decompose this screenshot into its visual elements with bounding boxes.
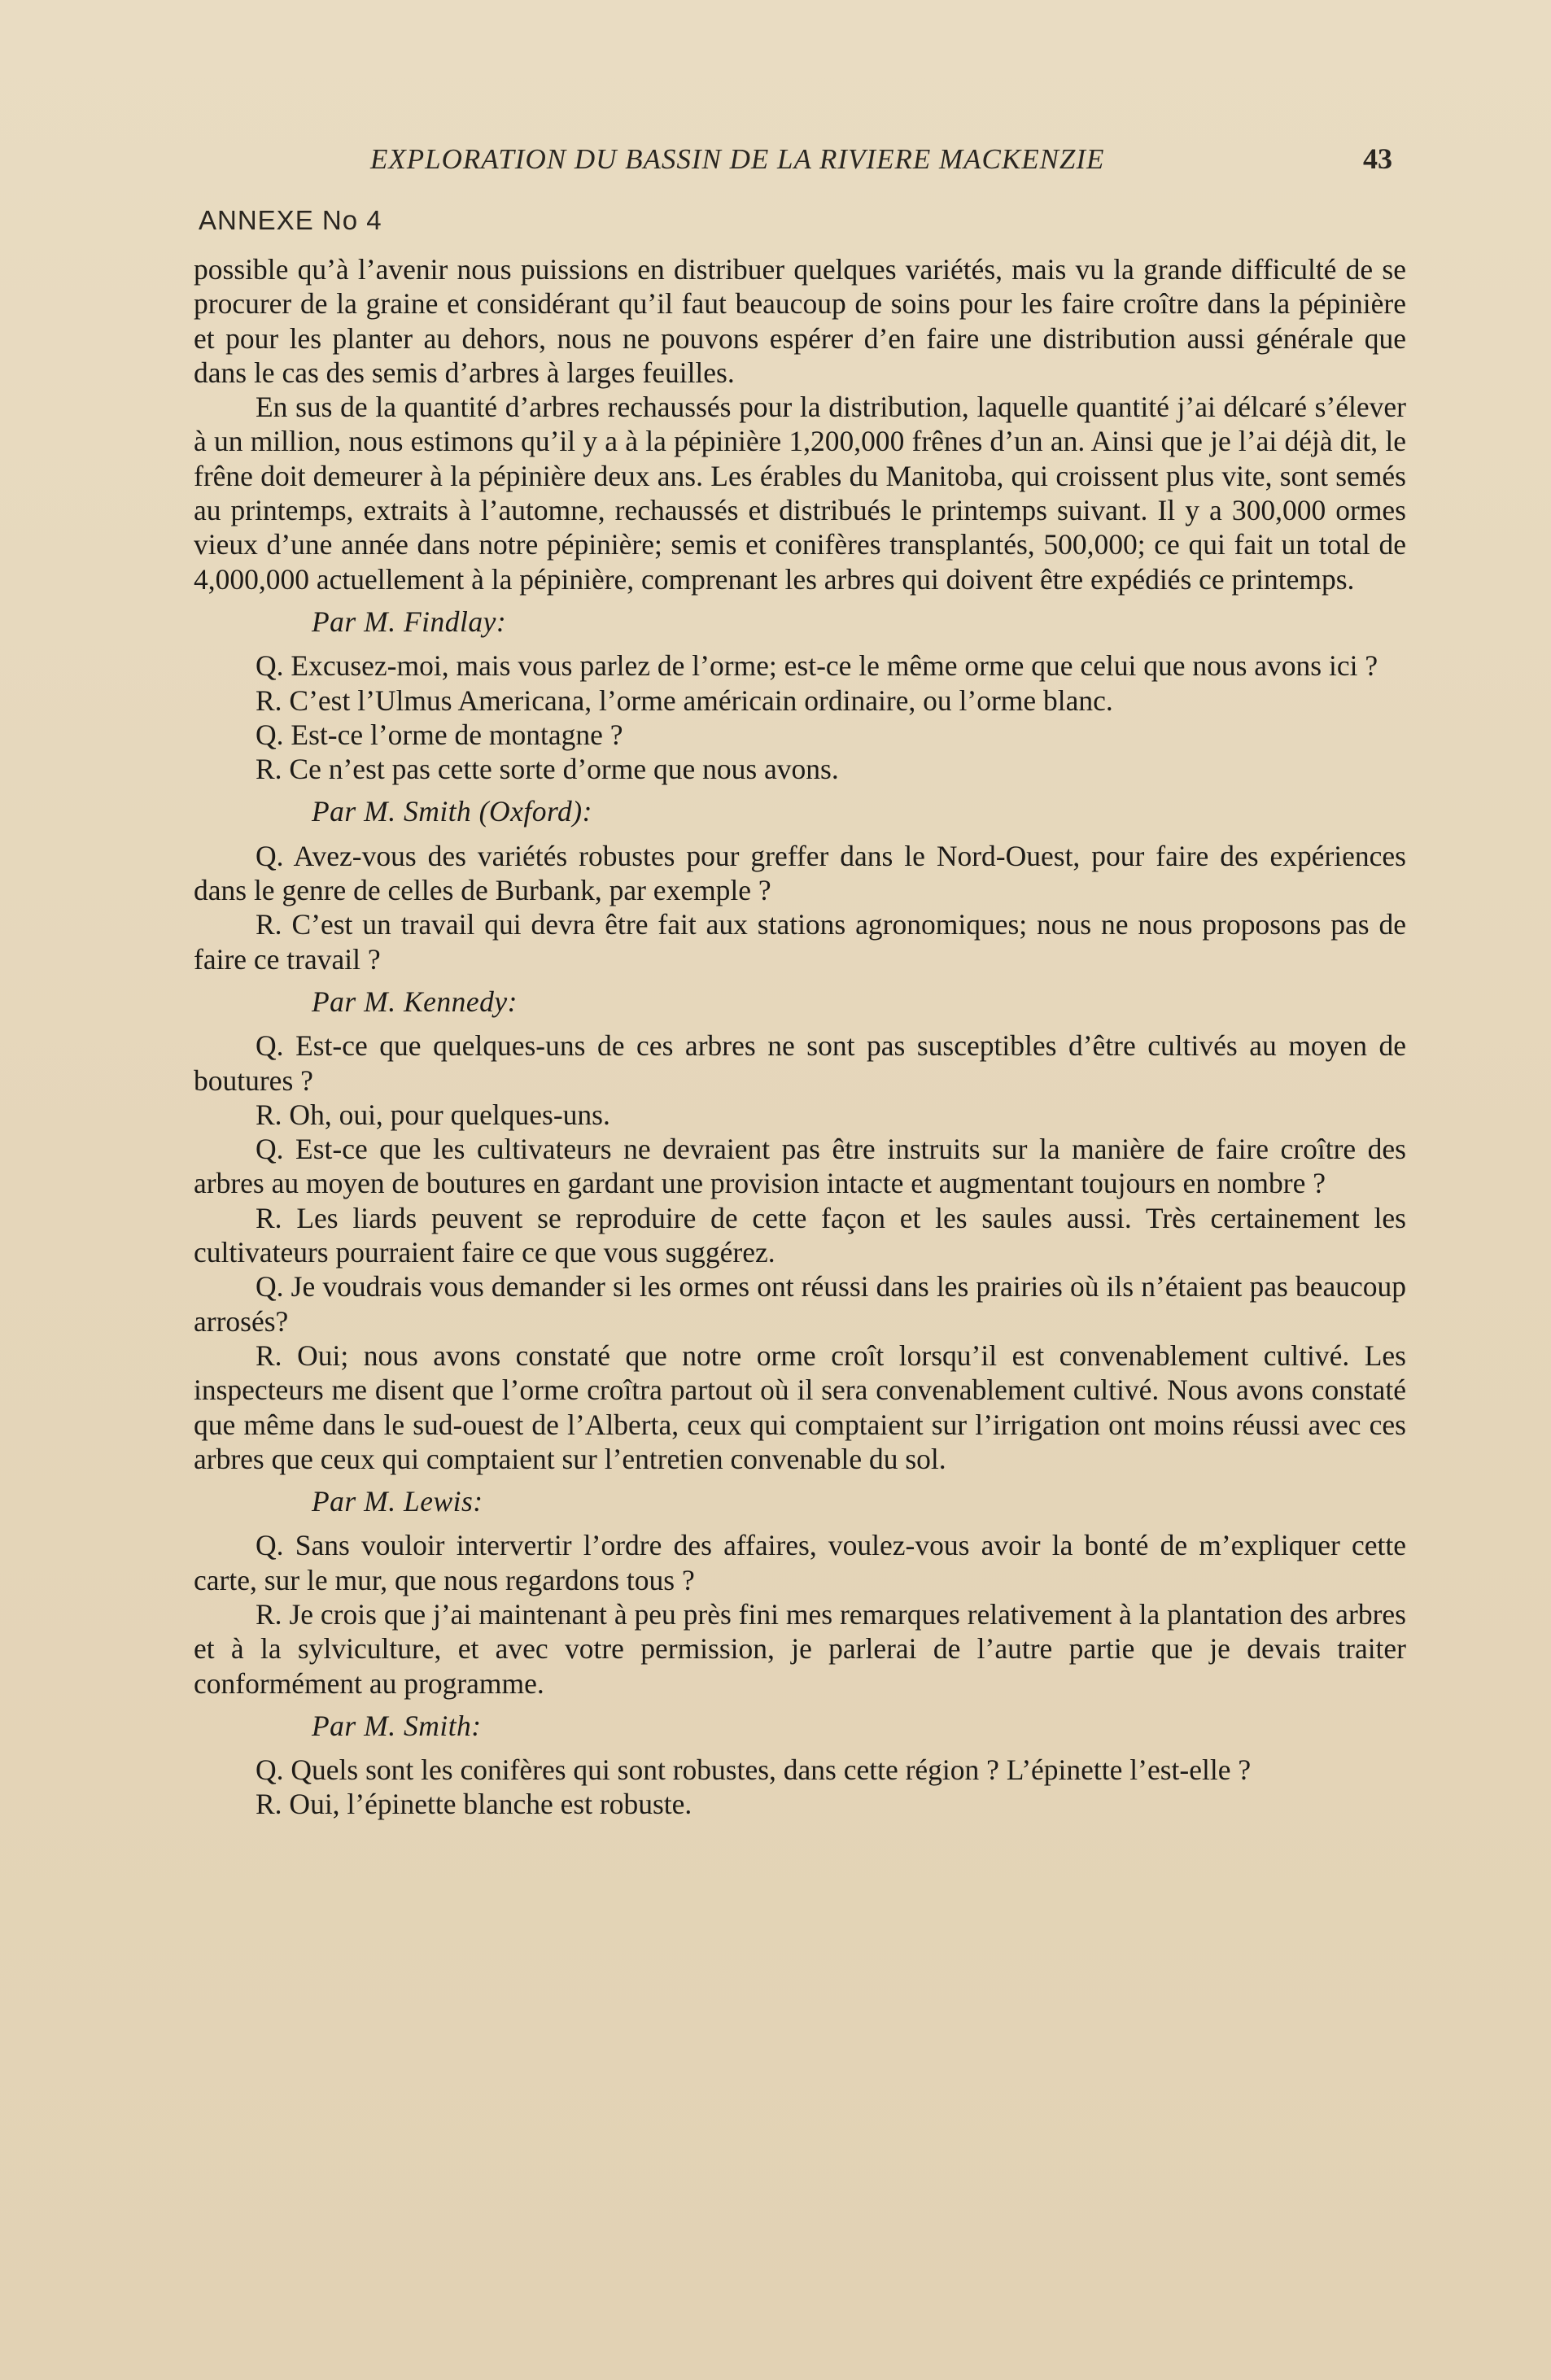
speaker-heading: Par M. Smith (Oxford): [312, 795, 592, 828]
speaker-heading: Par M. Findlay: [312, 605, 507, 638]
question-line: Q. Quels sont les conifères qui sont robustes, dans cette région ? L’épinette l’est-elle ? [256, 1753, 1252, 1787]
answer-line: R. C’est un travail qui devra être fait aux stations agronomiques; nous ne nous proposons pas de faire ce travail ? [194, 908, 1406, 976]
speaker-heading: Par M. Smith: [312, 1709, 482, 1742]
speaker-heading: Par M. Kennedy: [312, 985, 518, 1018]
paragraph: possible qu’à l’avenir nous puissions en distribuer quelques variétés, mais vu la grande difficulté de se procurer de la graine et considérant qu’il faut beaucoup de soins pour les faire croître dans la pépinière et pour les planter au dehors, nous ne pouvons espérer d’en faire une distribution aussi générale que dans le cas des semis d’arbres à larges feuilles. [194, 253, 1406, 389]
speaker-heading: Par M. Lewis: [312, 1485, 483, 1518]
answer-line: R. Les liards peuvent se reproduire de cette façon et les saules aussi. Très certainement les cultivateurs pourraient faire ce que vous suggérez. [194, 1201, 1406, 1269]
question-line: Q. Avez-vous des variétés robustes pour greffer dans le Nord-Ouest, pour faire des expériences dans le genre de celles de Burbank, par exemple ? [194, 839, 1406, 907]
question-line: Q. Sans vouloir intervertir l’ordre des affaires, voulez-vous avoir la bonté de m’expliquer cette carte, sur le mur, que nous regardons tous ? [194, 1529, 1406, 1596]
paragraph: En sus de la quantité d’arbres rechaussés pour la distribution, laquelle quantité j’ai délcaré s’élever à un million, nous estimons qu’il y a à la pépinière 1,200,000 frênes d’un an. Ainsi que je l’ai déjà dit, le frêne doit demeurer à la pépinière deux ans. Les érables du Manitoba, qui croissent plus vite, sont semés au printemps, extraits à l’automne, rechaussés et distribués le printemps suivant. Il y a 300,000 ormes vieux d’une année dans notre pépinière; semis et conifères transplantés, 500,000; ce qui fait un total de 4,000,000 actuellement à la pépinière, comprenant les arbres qui doivent être expédiés ce printemps. [194, 391, 1406, 596]
question-line: Q. Excusez-moi, mais vous parlez de l’orme; est-ce le même orme que celui que nous avons ici ? [256, 649, 1378, 683]
answer-line: R. Oui; nous avons constaté que notre orme croît lorsqu’il est convenablement cultivé. Les inspecteurs me disent que l’orme croîtra partout où il sera convenablement cultivé. Nous avons constaté que même dans le sud-ouest de l’Alberta, ceux qui comptaient sur l’irrigation ont moins réussi avec ces arbres que ceux qui comptaient sur l’entretien convenable du sol. [194, 1338, 1406, 1475]
answer-line: R. C’est l’Ulmus Americana, l’orme américain ordinaire, ou l’orme blanc. [256, 683, 1113, 717]
answer-line: R. Oui, l’épinette blanche est robuste. [256, 1788, 692, 1821]
question-line: Q. Est-ce l’orme de montagne ? [256, 718, 623, 751]
body-text [194, 252, 1406, 1822]
annex-label: ANNEXE No 4 [199, 205, 382, 235]
question-line: Q. Est-ce que quelques-uns de ces arbres ne sont pas susceptibles d’être cultivés au moyen de boutures ? [194, 1029, 1406, 1097]
running-title: EXPLORATION DU BASSIN DE LA RIVIERE MACKENZIE [370, 143, 1105, 175]
question-line: Q. Est-ce que les cultivateurs ne devraient pas être instruits sur la manière de faire croître des arbres au moyen de boutures en gardant une provision intacte et augmentant toujours en nombre ? [194, 1133, 1406, 1200]
answer-line: R. Ce n’est pas cette sorte d’orme que nous avons. [256, 753, 839, 786]
page-number: 43 [1363, 142, 1392, 175]
answer-line: R. Oh, oui, pour quelques-uns. [256, 1098, 610, 1131]
question-line: Q. Je voudrais vous demander si les ormes ont réussi dans les prairies où ils n’étaient pas beaucoup arrosés? [194, 1270, 1406, 1338]
answer-line: R. Je crois que j’ai maintenant à peu près fini mes remarques relativement à la plantation des arbres et à la sylviculture, et avec votre permission, je parlerai de l’autre partie que je devais traiter conformément au programme. [194, 1597, 1406, 1700]
